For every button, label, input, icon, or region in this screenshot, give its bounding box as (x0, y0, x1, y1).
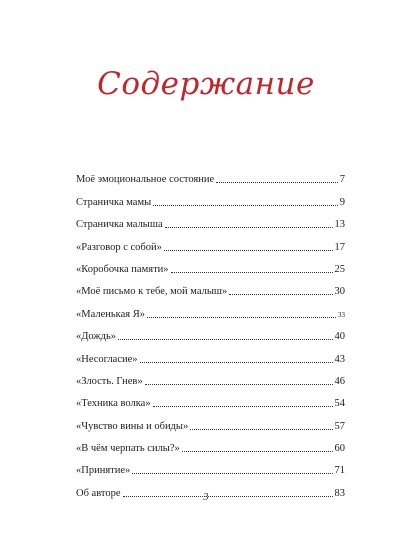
toc-entry-page-number: 33 (338, 310, 345, 319)
dot-leader (147, 317, 336, 318)
dot-leader (164, 250, 333, 251)
toc-entry-label: «В чём черпать силы?» (76, 443, 180, 455)
dot-leader (145, 384, 333, 385)
toc-heading: Содержание (97, 66, 315, 102)
dot-leader (165, 227, 333, 228)
toc-entry[interactable] (76, 433, 345, 455)
dot-leader (190, 429, 332, 430)
toc-entry-label: «Чувство вины и обиды» (76, 420, 189, 432)
toc-entry-page-number: 40 (334, 331, 345, 343)
toc-entry[interactable] (76, 388, 345, 410)
dot-leader (118, 339, 332, 340)
toc-entry[interactable] (76, 321, 345, 343)
toc-entry-page-number: 13 (334, 219, 345, 231)
toc-entry-page-number: 57 (334, 420, 345, 432)
toc-entry-page-number: 17 (334, 241, 345, 253)
toc-entry[interactable] (76, 186, 345, 208)
toc-entry[interactable] (76, 164, 345, 186)
toc-entry-label: Моё эмоциональное состояние (76, 174, 215, 186)
toc-entry-page-number: 43 (334, 353, 345, 365)
dot-leader (171, 272, 333, 273)
toc-entry-label: Страничка малыша (76, 219, 163, 231)
toc-entry-label: «Несогласие» (76, 353, 138, 365)
table-of-contents (76, 164, 345, 500)
toc-entry-page-number: 60 (334, 443, 345, 455)
dot-leader (132, 473, 332, 474)
toc-entry[interactable] (76, 276, 345, 298)
toc-entry[interactable] (76, 410, 345, 432)
toc-entry-label: «Дождь» (76, 331, 117, 343)
toc-entry-label: Об авторе (76, 487, 121, 499)
dot-leader (216, 182, 338, 183)
toc-entry[interactable] (76, 231, 345, 253)
toc-entry-page-number: 71 (334, 465, 345, 477)
toc-entry-page-number: 46 (334, 375, 345, 387)
toc-entry-page-number: 83 (334, 487, 345, 499)
toc-entry[interactable] (76, 455, 345, 477)
toc-entry-page-number: 9 (339, 196, 345, 208)
toc-entry-label: «Маленькая Я» (76, 308, 145, 320)
page-number: 3 (203, 492, 209, 503)
toc-entry-label: «Злость. Гнев» (76, 375, 143, 387)
dot-leader (153, 406, 333, 407)
dot-leader (182, 451, 333, 452)
toc-entry-label: Страничка мамы (76, 196, 152, 208)
toc-entry-page-number: 54 (334, 398, 345, 410)
toc-entry-label: «Коробочка памяти» (76, 263, 169, 275)
dot-leader (140, 362, 333, 363)
dot-leader (153, 205, 338, 206)
toc-entry-page-number: 7 (339, 174, 345, 186)
toc-entry[interactable] (76, 209, 345, 231)
toc-entry[interactable] (76, 254, 345, 276)
dot-leader (229, 294, 332, 295)
toc-entry[interactable] (76, 298, 345, 320)
toc-entry[interactable] (76, 366, 345, 388)
toc-entry-label: «Моё письмо к тебе, мой малыш» (76, 286, 228, 298)
toc-entry-label: «Техника волка» (76, 398, 151, 410)
toc-entry-page-number: 25 (334, 263, 345, 275)
toc-entry-label: «Разговор с собой» (76, 241, 162, 253)
toc-entry-label: «Принятие» (76, 465, 131, 477)
toc-entry[interactable] (76, 343, 345, 365)
toc-entry-page-number: 30 (334, 286, 345, 298)
